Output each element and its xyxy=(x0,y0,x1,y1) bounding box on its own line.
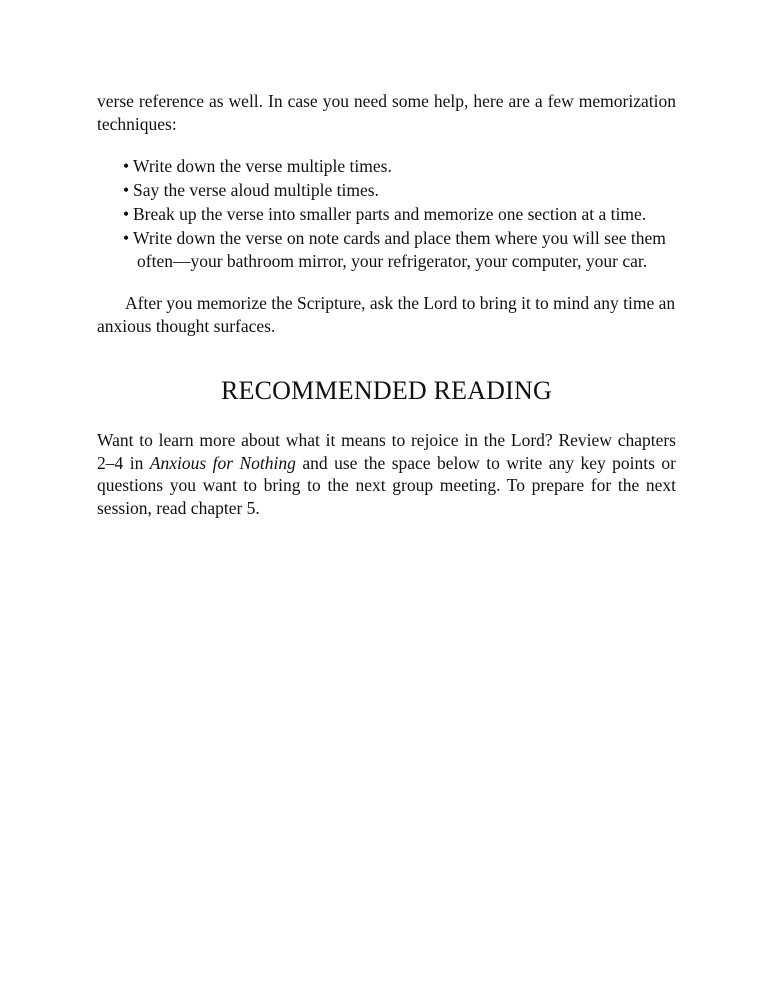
reading-paragraph xyxy=(97,429,676,519)
bullet-icon: • xyxy=(123,180,130,200)
bullet-icon: • xyxy=(123,156,130,176)
technique-text: Write down the verse on note cards and place them where you will see them often—your bathroom mirror, your refrigerator, your computer, your car. xyxy=(133,228,666,271)
list-item xyxy=(123,155,676,178)
bullet-icon: • xyxy=(123,228,130,248)
after-memorize-paragraph: After you memorize the Scripture, ask the Lord to bring it to mind any time an anxious thought surfaces. xyxy=(97,293,676,336)
memorization-techniques-list xyxy=(97,155,676,272)
book-title: Anxious for Nothing xyxy=(149,452,296,473)
section-heading: RECOMMENDED READING xyxy=(221,376,552,405)
technique-text: Write down the verse multiple times. xyxy=(133,156,392,176)
technique-text: Say the verse aloud multiple times. xyxy=(133,180,379,200)
document-page xyxy=(97,90,676,519)
list-item xyxy=(123,203,676,226)
reading-text-part2: and use the space below to write any key points or questions you want to bring to the next group meeting. To prepare for the next session, read chapter 5. xyxy=(97,452,676,518)
intro-paragraph: verse reference as well. In case you need some help, here are a few memorization techniques: xyxy=(97,91,676,134)
list-item xyxy=(123,179,676,202)
list-item xyxy=(123,227,676,272)
reading-text-part1: Want to learn more about what it means to rejoice in the Lord? Review chapters 2–4 in xyxy=(97,430,676,473)
technique-text: Break up the verse into smaller parts and memorize one section at a time. xyxy=(133,204,647,224)
bullet-icon: • xyxy=(123,204,130,224)
